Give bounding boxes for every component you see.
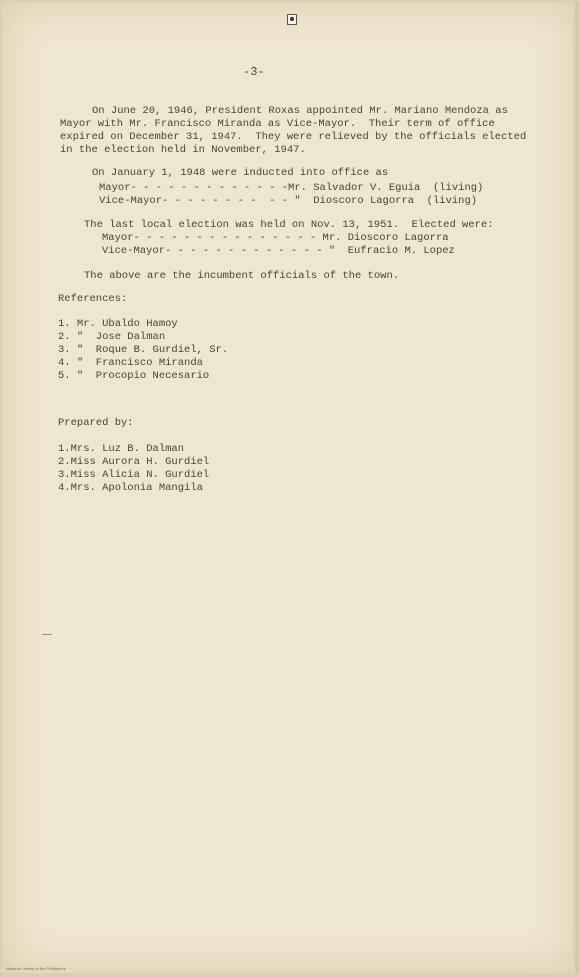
preparer-item: 4.Mrs. Apolonia Mangila (58, 482, 203, 494)
reference-item: 4. " Francisco Miranda (58, 357, 203, 369)
paragraph-1-line-2: Mayor with Mr. Francisco Miranda as Vice-Mayor. Their term of office (60, 118, 495, 130)
preparer-item: 2.Miss Aurora H. Gurdiel (58, 456, 210, 468)
binder-hole-icon (287, 14, 297, 25)
paragraph-1-line-1: On June 20, 1946, President Roxas appointed Mr. Mariano Mendoza as (92, 105, 508, 117)
preparer-item: 3.Miss Alicia N. Gurdiel (58, 469, 210, 481)
officials-row-vice-mayor-1951: Vice-Mayor- - - - - - - - - - - - - " Eufracio M. Lopez (102, 245, 455, 257)
officials-row-mayor-1948: Mayor- - - - - - - - - - - - -Mr. Salvador V. Eguia (living) (99, 182, 484, 194)
prepared-by-heading: Prepared by: (58, 417, 134, 429)
officials-row-vice-mayor-1948: Vice-Mayor- - - - - - - - - - " Dioscoro Lagorra (living) (99, 195, 478, 207)
paragraph-4: The above are the incumbent officials of the town. (84, 270, 400, 282)
reference-item: 1. Mr. Ubaldo Hamoy (58, 318, 178, 330)
reference-item: 3. " Roque B. Gurdiel, Sr. (58, 344, 229, 356)
paragraph-3-intro: The last local election was held on Nov. 13, 1951. Elected were: (84, 219, 494, 231)
references-heading: References: (58, 293, 128, 305)
document-page (2, 2, 578, 973)
preparer-item: 1.Mrs. Luz B. Dalman (58, 443, 185, 455)
paragraph-1-line-4: in the election held in November, 1947. (60, 144, 306, 156)
reference-item: 2. " Jose Dalman (58, 331, 166, 343)
page-number: -3- (243, 65, 265, 79)
paragraph-1-line-3: expired on December 31, 1947. They were relieved by the officials elected (60, 131, 527, 143)
margin-mark (42, 634, 52, 635)
reference-item: 5. " Procopio Necesario (58, 370, 210, 382)
officials-row-mayor-1951: Mayor- - - - - - - - - - - - - - - Mr. Dioscoro Lagorra (102, 232, 449, 244)
paragraph-2-intro: On January 1, 1948 were inducted into office as (92, 167, 389, 179)
footer-watermark-text: National Library of the Philippines (6, 966, 66, 971)
page-edge (572, 2, 578, 973)
